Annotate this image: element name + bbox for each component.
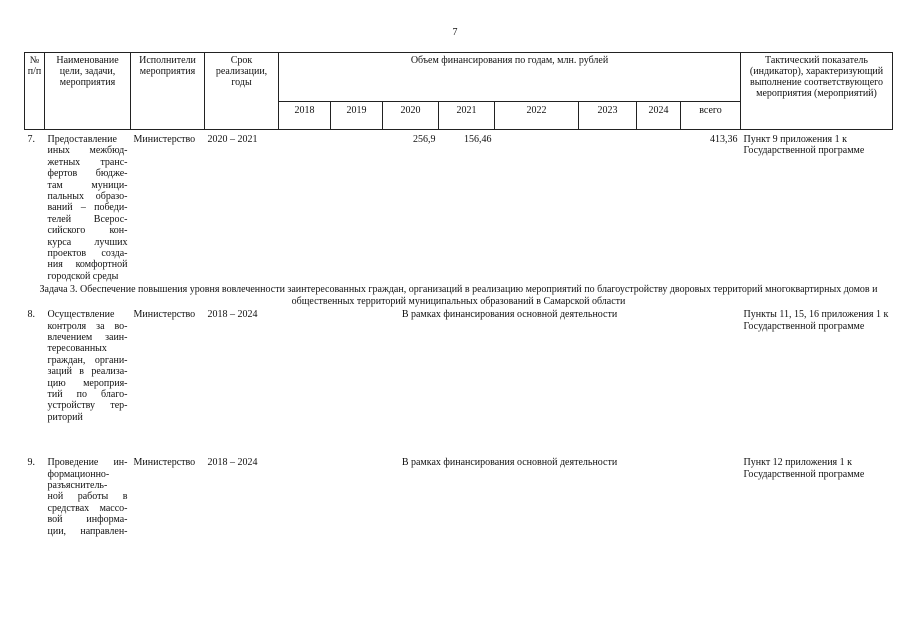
row-financing-note: В рамках финансирования основной деятельности <box>401 309 618 321</box>
row-indicator: Пункт 9 приложения 1 к Государственной программе <box>743 134 865 157</box>
row-value-2024 <box>637 130 681 284</box>
header-executors: Исполнители мероприятия <box>131 53 205 130</box>
financing-table <box>24 52 893 538</box>
table-row <box>25 308 893 424</box>
header-indicator: Тактический показатель (индикатор), характеризующий выполнение соответствующего мероприятия (мероприятий) <box>741 53 893 130</box>
row-num: 8. <box>27 309 35 321</box>
header-financing: Объем финансирования по годам, млн. рублей <box>279 53 741 102</box>
header-term: Срок реализации, годы <box>205 53 279 130</box>
row-value-2019 <box>331 130 383 284</box>
header-total: всего <box>681 102 741 130</box>
header-year: 2023 <box>579 102 637 130</box>
row-value-2022 <box>495 130 579 284</box>
header-name: Наименование цели, задачи, мероприятия <box>45 53 131 130</box>
header-year: 2024 <box>637 102 681 130</box>
header-year: 2020 <box>383 102 439 130</box>
row-executor: Министерство <box>133 134 196 145</box>
row-indicator: Пункты 11, 15, 16 приложения 1 к Государственной программе <box>743 309 889 332</box>
row-term: 2020 – 2021 <box>207 134 258 145</box>
row-name: Проведение ин- формационно- разъяснитель- ной работы в средствах массо- вой информа- ции, направлен- <box>47 457 128 537</box>
row-value-2021: 156,46 <box>464 134 492 145</box>
header-year: 2021 <box>439 102 495 130</box>
row-name: Осуществление контроля за во- влечением заин- тересованных граждан, органи- заций в реализа- цию мероприя- тий по благо- устройству тер- риторий <box>47 309 128 423</box>
row-term: 2018 – 2024 <box>207 457 258 469</box>
row-term: 2018 – 2024 <box>207 309 258 321</box>
row-num: 7. <box>27 134 35 145</box>
header-year: 2022 <box>495 102 579 130</box>
table-header <box>25 53 893 130</box>
row-executor: Министерство <box>133 309 196 321</box>
row-executor: Министерство <box>133 457 196 469</box>
row-value-2018 <box>279 130 331 284</box>
header-year: 2019 <box>331 102 383 130</box>
task-row <box>25 283 893 308</box>
page-number: 7 <box>452 27 458 38</box>
row-num: 9. <box>27 457 35 469</box>
table-row <box>25 456 893 538</box>
header-num: № п/п <box>25 53 45 130</box>
row-value-2020: 256,9 <box>413 134 436 145</box>
task-3-title: Задача 3. Обеспечение повышения уровня вовлеченности заинтересованных граждан, организаций в реализацию мероприятий по благоустройству дворовых территорий многоквартирных домов и общественных территорий муниципальных образований в Самарской области <box>39 284 878 307</box>
row-value-2023 <box>579 130 637 284</box>
table-row <box>25 130 893 284</box>
header-year: 2018 <box>279 102 331 130</box>
row-value-total: 413,36 <box>710 134 738 145</box>
row-name: Предоставление иных межбюд- жетных транс- фертов бюдже- там муници- пальных образо- ваний – победи- телей Всерос- сийского кон- курса лучших проектов созда- ния комфортной городской среды <box>47 134 128 282</box>
row-financing-note: В рамках финансирования основной деятельности <box>401 457 618 469</box>
row-indicator: Пункт 12 приложения 1 к Государственной программе <box>743 457 865 480</box>
